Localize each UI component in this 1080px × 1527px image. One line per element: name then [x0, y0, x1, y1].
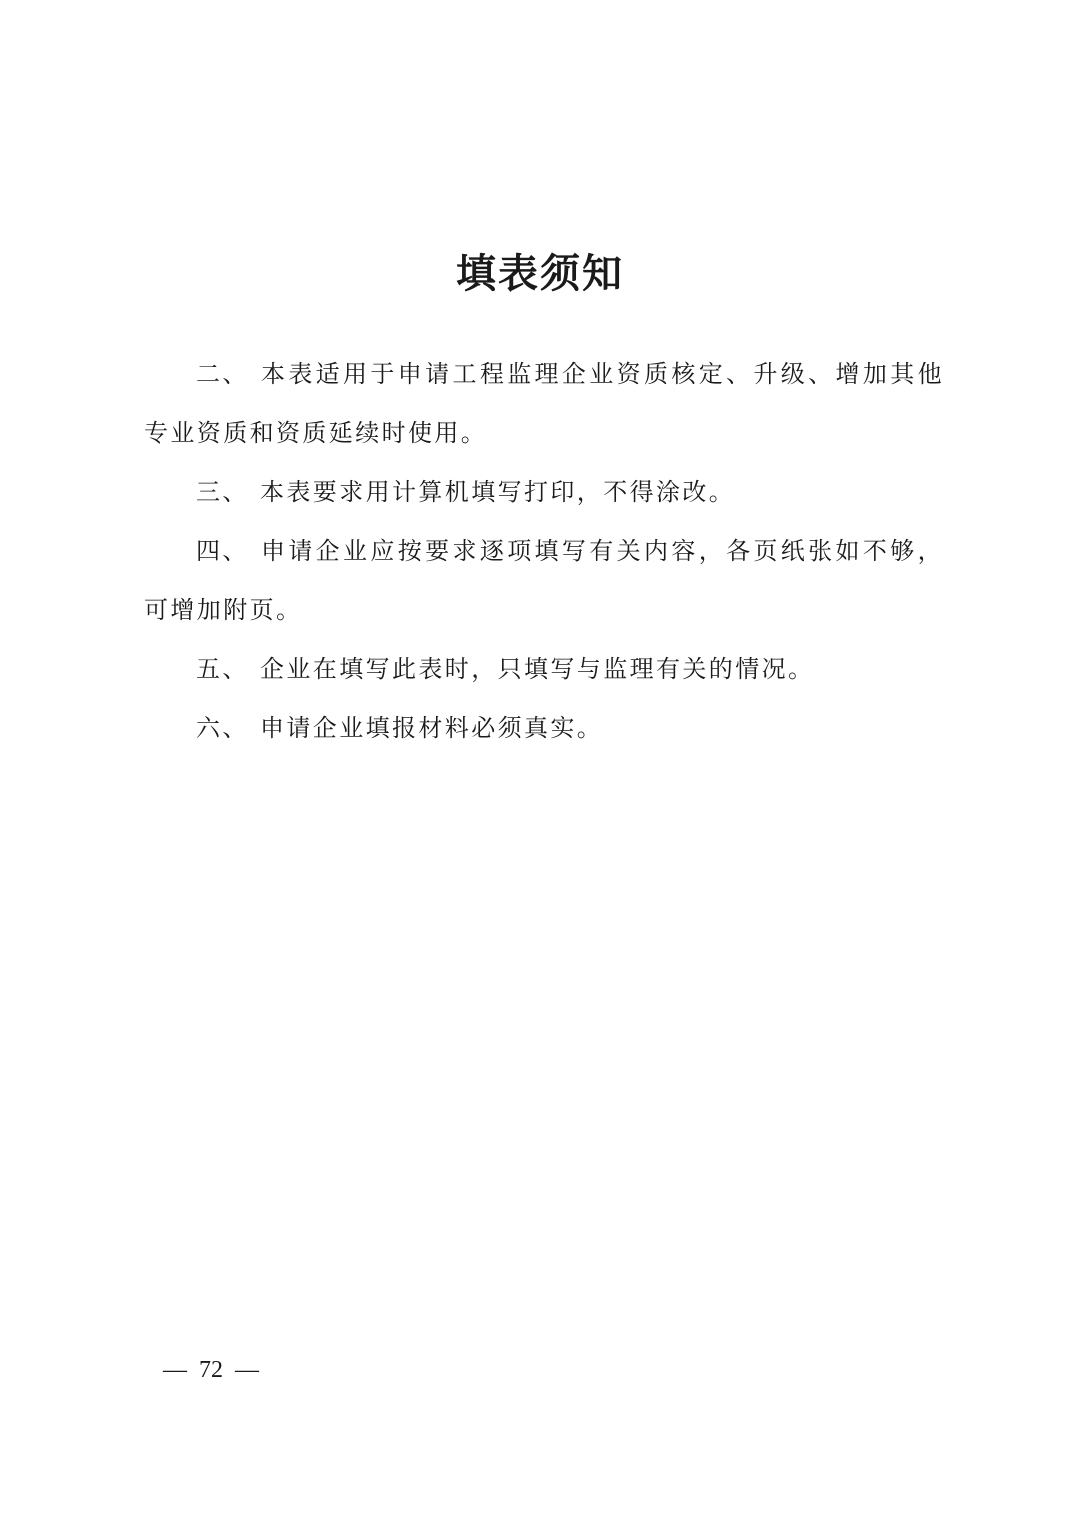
- instruction-text: 企业在填写此表时，只填写与监理有关的情况。: [260, 655, 815, 683]
- instruction-text: 本表要求用计算机填写打印，不得涂改。: [260, 478, 736, 506]
- instruction-number: 五、: [196, 655, 249, 683]
- instruction-item: [144, 345, 944, 463]
- instruction-item: [144, 640, 944, 699]
- instruction-text: 申请企业填报材料必须真实。: [260, 714, 604, 742]
- instruction-number: 六、: [196, 714, 249, 742]
- instruction-number: 二、: [196, 360, 249, 388]
- instruction-item: [144, 463, 944, 522]
- instruction-text: 申请企业应按要求逐项填写有关内容，各页纸张如不够，可增加附页。: [144, 537, 944, 624]
- instruction-number: 四、: [196, 537, 249, 565]
- instruction-number: 三、: [196, 478, 249, 506]
- instruction-item: [144, 522, 944, 640]
- instructions-list: [144, 345, 944, 758]
- page-title: 填表须知: [456, 251, 624, 297]
- page-number: — 72 —: [163, 1357, 259, 1383]
- instruction-text: 本表适用于申请工程监理企业资质核定、升级、增加其他专业资质和资质延续时使用。: [144, 360, 944, 447]
- instruction-item: [144, 699, 944, 758]
